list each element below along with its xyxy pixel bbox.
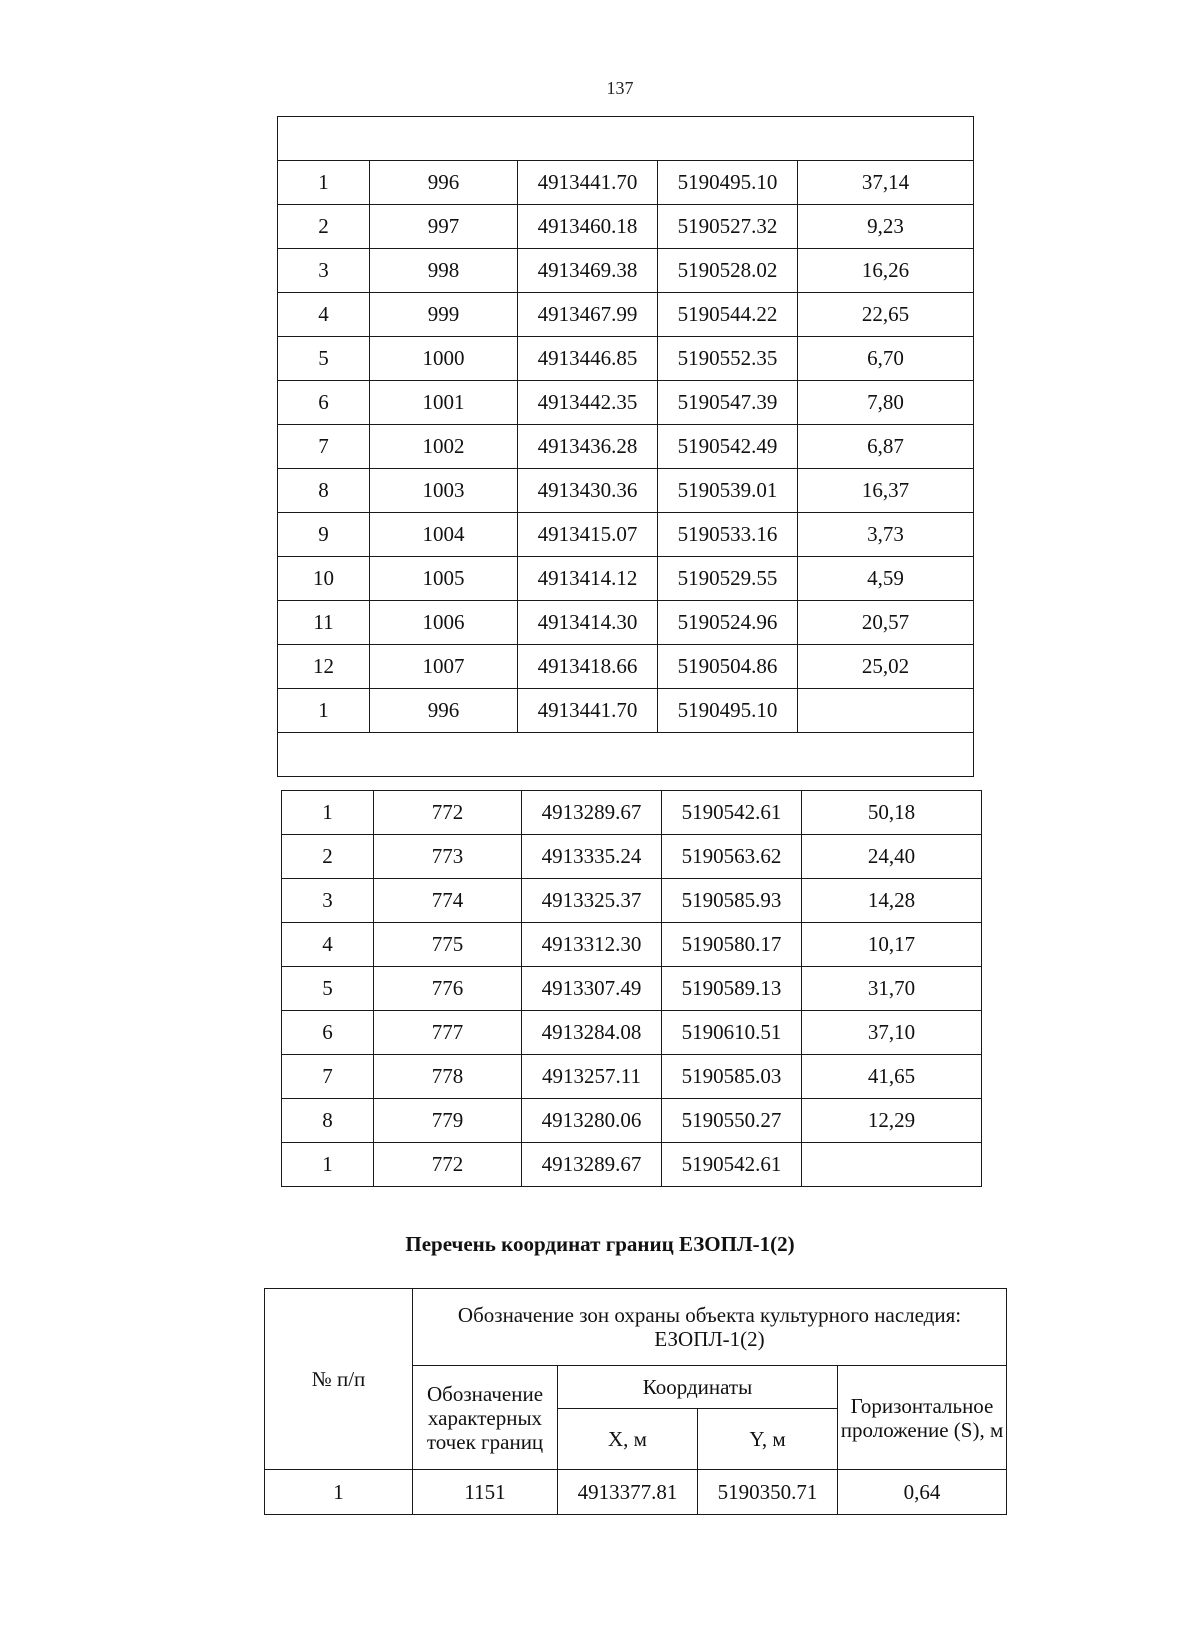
table-cell: 3,73: [798, 513, 974, 557]
table-cell: 8: [282, 1099, 374, 1143]
table-cell: [802, 1143, 982, 1187]
table-1-body: [278, 117, 974, 777]
table-cell: 1: [278, 161, 370, 205]
table-row: [278, 381, 974, 425]
table-cell: 16,37: [798, 469, 974, 513]
table-cell: 5190495.10: [658, 689, 798, 733]
table-cell: 4913436.28: [518, 425, 658, 469]
table-cell: 5190528.02: [658, 249, 798, 293]
table-cell: 6: [282, 1011, 374, 1055]
table-cell: 10: [278, 557, 370, 601]
table-row: [278, 601, 974, 645]
table-cell: 7: [278, 425, 370, 469]
table-cell: 6,87: [798, 425, 974, 469]
table-cell: 5190504.86: [658, 645, 798, 689]
table-row-separator: [278, 733, 974, 777]
table-cell: 775: [374, 923, 522, 967]
table-cell: 4913442.35: [518, 381, 658, 425]
table-cell: 772: [374, 1143, 522, 1187]
table-cell: 5190495.10: [658, 161, 798, 205]
table-cell: 20,57: [798, 601, 974, 645]
y-coordinate-header: Y, м: [698, 1409, 838, 1470]
table-cell: 7,80: [798, 381, 974, 425]
coordinates-table-1: [277, 116, 974, 777]
table-row: [282, 967, 982, 1011]
table-cell: 4913289.67: [522, 791, 662, 835]
table-cell: 1: [282, 1143, 374, 1187]
table-cell: 4913284.08: [522, 1011, 662, 1055]
table-cell: 4913325.37: [522, 879, 662, 923]
table-cell: 4913441.70: [518, 161, 658, 205]
table-row: [282, 835, 982, 879]
table-row: [282, 879, 982, 923]
table-cell: 4913467.99: [518, 293, 658, 337]
table-row: [278, 689, 974, 733]
table-cell: 5190524.96: [658, 601, 798, 645]
table-cell: [798, 689, 974, 733]
table-row: [278, 469, 974, 513]
table-cell: 37,14: [798, 161, 974, 205]
table-cell: 3: [282, 879, 374, 923]
table-cell: 4913460.18: [518, 205, 658, 249]
table-cell: 4913257.11: [522, 1055, 662, 1099]
table-cell: 5190547.39: [658, 381, 798, 425]
table-cell: 50,18: [802, 791, 982, 835]
table-cell: 1001: [370, 381, 518, 425]
table-cell: 4913312.30: [522, 923, 662, 967]
table-cell: 1003: [370, 469, 518, 513]
table-cell: 4913307.49: [522, 967, 662, 1011]
table-cell: 4913446.85: [518, 337, 658, 381]
table-row: [278, 161, 974, 205]
table-cell: 4913289.67: [522, 1143, 662, 1187]
table-cell: 997: [370, 205, 518, 249]
table-cell: 9: [278, 513, 370, 557]
table-row: [278, 513, 974, 557]
table-cell: 1: [265, 1470, 413, 1515]
table-cell: 4913377.81: [558, 1470, 698, 1515]
table-row: [278, 425, 974, 469]
table-cell: 5190350.71: [698, 1470, 838, 1515]
table-cell: 999: [370, 293, 518, 337]
table-row: [278, 645, 974, 689]
table-cell: 1: [282, 791, 374, 835]
table-cell: 5190542.61: [662, 1143, 802, 1187]
table-row: [282, 1055, 982, 1099]
table-cell: 5190539.01: [658, 469, 798, 513]
ezopl-coordinates-table: [264, 1288, 1007, 1515]
zone-designation-header: Обозначение зон охраны объекта культурного наследия: ЕЗОПЛ-1(2): [413, 1289, 1007, 1366]
blank-cell: [278, 733, 974, 777]
table-cell: 24,40: [802, 835, 982, 879]
table-cell: 4913441.70: [518, 689, 658, 733]
page-number: 137: [606, 79, 634, 95]
table-cell: 4913418.66: [518, 645, 658, 689]
table-cell: 5190527.32: [658, 205, 798, 249]
table-cell: 5190580.17: [662, 923, 802, 967]
table-row: [278, 293, 974, 337]
table-cell: 4913414.30: [518, 601, 658, 645]
coordinates-header: Координаты: [558, 1366, 838, 1409]
table-row: [278, 337, 974, 381]
table-cell: 12: [278, 645, 370, 689]
table-row: [282, 1099, 982, 1143]
table-row: [278, 249, 974, 293]
table-cell: 5190542.61: [662, 791, 802, 835]
table-cell: 779: [374, 1099, 522, 1143]
blank-cell: [278, 117, 974, 161]
table-cell: 10,17: [802, 923, 982, 967]
table-cell: 25,02: [798, 645, 974, 689]
table-cell: 5190585.93: [662, 879, 802, 923]
table-cell: 31,70: [802, 967, 982, 1011]
table-cell: 5190563.62: [662, 835, 802, 879]
table-cell: 9,23: [798, 205, 974, 249]
table-cell: 4913469.38: [518, 249, 658, 293]
table-cell: 6,70: [798, 337, 974, 381]
table-cell: 14,28: [802, 879, 982, 923]
ezopl-table-body: [265, 1470, 1007, 1515]
table-cell: 5190552.35: [658, 337, 798, 381]
table-cell: 5190589.13: [662, 967, 802, 1011]
table-cell: 1006: [370, 601, 518, 645]
table-cell: 4913335.24: [522, 835, 662, 879]
table-cell: 2: [278, 205, 370, 249]
table-cell: 777: [374, 1011, 522, 1055]
table-cell: 4: [282, 923, 374, 967]
table-row-blank-header: [278, 117, 974, 161]
points-designation-header: Обозначение характерных точек границ: [413, 1366, 558, 1470]
table-cell: 11: [278, 601, 370, 645]
table-cell: 4913280.06: [522, 1099, 662, 1143]
table-cell: 37,10: [802, 1011, 982, 1055]
ezopl-section-title: Перечень координат границ ЕЗОПЛ-1(2): [405, 1232, 795, 1256]
table-cell: 774: [374, 879, 522, 923]
table-row: [282, 1011, 982, 1055]
table-cell: 996: [370, 689, 518, 733]
table-cell: 5190544.22: [658, 293, 798, 337]
table-cell: 3: [278, 249, 370, 293]
table-cell: 5: [278, 337, 370, 381]
table-cell: 4,59: [798, 557, 974, 601]
table-cell: 4913415.07: [518, 513, 658, 557]
table-2-body: [282, 791, 982, 1187]
table-row: [278, 557, 974, 601]
table-row: [282, 791, 982, 835]
coordinates-table-2: [281, 790, 982, 1187]
table-cell: 5: [282, 967, 374, 1011]
horizontal-distance-header: Горизонтальное проложение (S), м: [838, 1366, 1007, 1470]
table-cell: 41,65: [802, 1055, 982, 1099]
table-cell: 0,64: [838, 1470, 1007, 1515]
table-cell: 4913430.36: [518, 469, 658, 513]
table-cell: 778: [374, 1055, 522, 1099]
table-cell: 5190542.49: [658, 425, 798, 469]
table-cell: 5190585.03: [662, 1055, 802, 1099]
table-cell: 998: [370, 249, 518, 293]
table-cell: 1151: [413, 1470, 558, 1515]
table-cell: 1004: [370, 513, 518, 557]
table-cell: 2: [282, 835, 374, 879]
table-cell: 12,29: [802, 1099, 982, 1143]
table-cell: 5190529.55: [658, 557, 798, 601]
table-cell: 1000: [370, 337, 518, 381]
table-row: [265, 1470, 1007, 1515]
table-cell: 1: [278, 689, 370, 733]
table-cell: 5190610.51: [662, 1011, 802, 1055]
x-coordinate-header: X, м: [558, 1409, 698, 1470]
table-row: [282, 923, 982, 967]
table-cell: 16,26: [798, 249, 974, 293]
table-cell: 7: [282, 1055, 374, 1099]
table-cell: 22,65: [798, 293, 974, 337]
table-cell: 772: [374, 791, 522, 835]
table-row: [282, 1143, 982, 1187]
table-row: [278, 205, 974, 249]
table-cell: 8: [278, 469, 370, 513]
table-cell: 773: [374, 835, 522, 879]
table-cell: 1007: [370, 645, 518, 689]
ezopl-header-row-1: [265, 1289, 1007, 1366]
table-cell: 5190550.27: [662, 1099, 802, 1143]
col-number-header: № п/п: [265, 1289, 413, 1470]
table-cell: 1005: [370, 557, 518, 601]
table-cell: 4913414.12: [518, 557, 658, 601]
table-cell: 5190533.16: [658, 513, 798, 557]
table-cell: 776: [374, 967, 522, 1011]
table-cell: 1002: [370, 425, 518, 469]
table-cell: 996: [370, 161, 518, 205]
table-cell: 4: [278, 293, 370, 337]
table-cell: 6: [278, 381, 370, 425]
